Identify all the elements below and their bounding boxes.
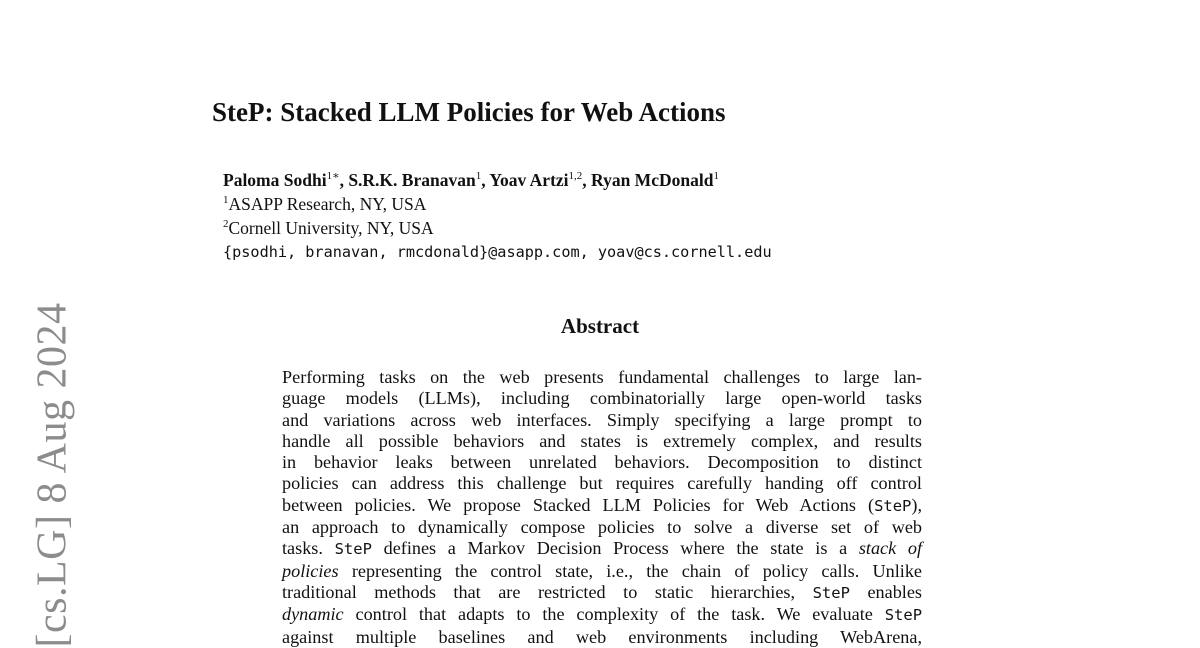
arxiv-stamp-text: [cs.LG] 8 Aug 2024 bbox=[29, 302, 75, 648]
abstract-text: ), bbox=[911, 494, 922, 515]
author-affiliation-mark: 1 bbox=[713, 170, 719, 183]
abstract-line bbox=[282, 561, 922, 582]
abstract-line bbox=[282, 538, 922, 560]
affiliation-mark: 2 bbox=[223, 218, 229, 231]
abstract-text: defines a Markov Decision Process where the state is a bbox=[383, 538, 848, 559]
author-names: Paloma Sodhi$^{1∗}$, S.R.K. Branavan$^1$, Yoav Artzi$^{1,2}$, Ryan McDonald$^1$ bbox=[223, 170, 719, 190]
abstract-text: traditional methods that are restricted to static hierarchies, bbox=[282, 581, 796, 602]
author-name: S.R.K. Branavan bbox=[348, 170, 476, 190]
abstract-heading: Abstract bbox=[560, 314, 640, 338]
abstract-line bbox=[282, 604, 922, 626]
method-name-code: SteP bbox=[884, 606, 923, 625]
method-name-code: SteP bbox=[812, 583, 850, 602]
abstract-text: representing the control state, i.e., the chain of policy calls. Unlike bbox=[351, 560, 923, 581]
abstract-line: Performing tasks on the web presents fundamental challenges to large lan- bbox=[282, 367, 922, 387]
author-block bbox=[223, 168, 772, 264]
affiliation-text: ASAPP Research, NY, USA bbox=[228, 194, 427, 214]
affiliation bbox=[223, 192, 772, 216]
abstract-text: enables bbox=[867, 581, 922, 602]
abstract-text: between policies. We propose Stacked LLM Policies for Web Actions ( bbox=[282, 494, 875, 515]
affiliation-text: Cornell University, NY, USA bbox=[228, 218, 434, 238]
abstract-italic: stack of bbox=[858, 538, 923, 559]
abstract-line: handle all possible behaviors and states is extremely complex, and results bbox=[282, 430, 922, 451]
affiliation-mark: 1 bbox=[223, 194, 229, 207]
abstract-line: in behavior leaks between unrelated behaviors. Decomposition to distinct bbox=[282, 452, 922, 473]
abstract-line bbox=[282, 495, 922, 517]
abstract-italic: policies bbox=[282, 560, 339, 581]
author-affiliation-mark: 1 bbox=[475, 170, 482, 183]
abstract-line bbox=[282, 582, 922, 604]
author-name: Yoav Artzi bbox=[489, 170, 569, 190]
arxiv-identifier-stamp bbox=[22, 302, 82, 648]
abstract-text: control that adapts to the complexity of the task. We evaluate bbox=[355, 604, 873, 625]
paper-title: SteP: Stacked LLM Policies for Web Actions bbox=[212, 97, 726, 127]
abstract-line: guage models (LLMs), including combinatorially large open-world tasks bbox=[282, 388, 922, 409]
abstract-line: against multiple baselines and web environments including WebArena, bbox=[282, 626, 922, 647]
author-emails: {psodhi, branavan, rmcdonald}@asapp.com, yoav@cs.cornell.edu bbox=[223, 243, 772, 261]
author-affiliation-mark: 1∗ bbox=[326, 170, 340, 183]
abstract-italic: dynamic bbox=[282, 604, 344, 625]
abstract-text: tasks. bbox=[282, 538, 323, 559]
author-name: Ryan McDonald bbox=[591, 170, 714, 190]
author-name: Paloma Sodhi bbox=[223, 170, 327, 190]
abstract-body bbox=[282, 367, 922, 648]
method-name-code: SteP bbox=[874, 496, 912, 515]
abstract-line: an approach to dynamically compose policies to solve a diverse set of web bbox=[282, 517, 922, 538]
abstract-line: policies can address this challenge but requires carefully handing off control bbox=[282, 473, 922, 494]
affiliation bbox=[223, 216, 772, 240]
method-name-code: SteP bbox=[334, 540, 372, 559]
abstract-line: and variations across web interfaces. Simply specifying a large prompt to bbox=[282, 409, 922, 430]
author-affiliation-mark: 1,2 bbox=[568, 170, 583, 183]
